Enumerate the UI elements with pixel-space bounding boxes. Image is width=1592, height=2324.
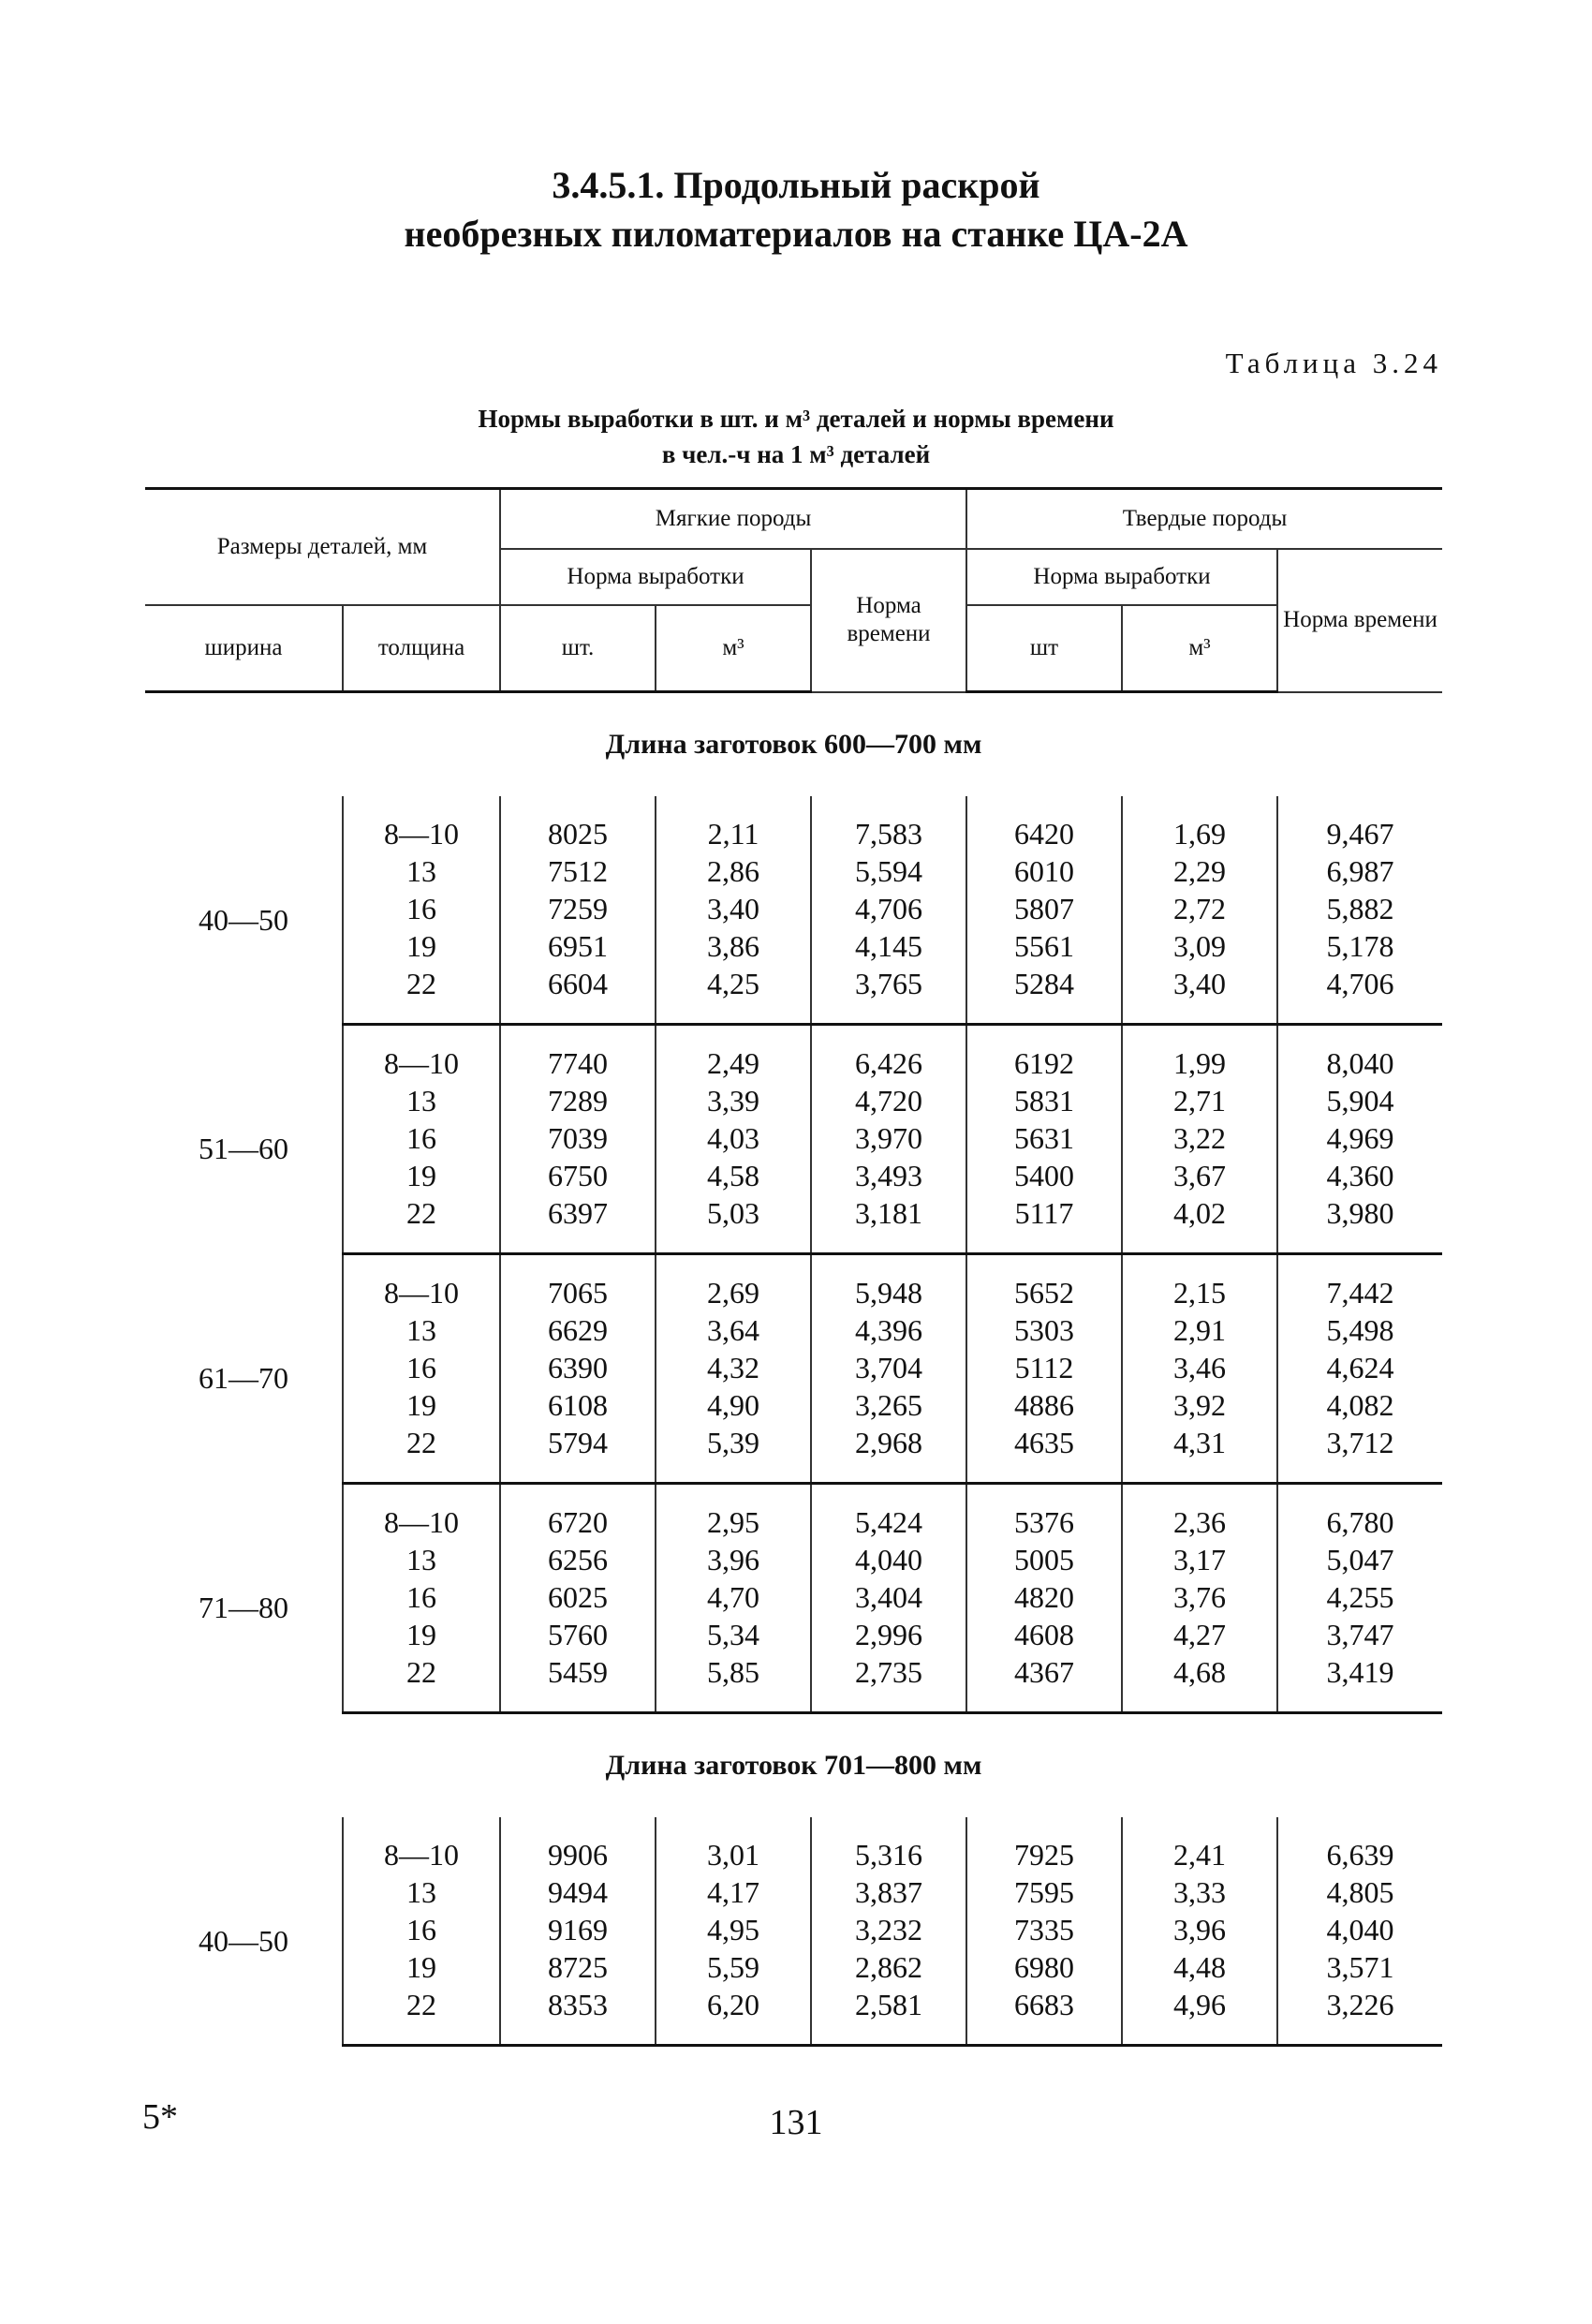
soft-time-cell: 3,181 — [811, 1194, 966, 1254]
soft-m3-cell: 5,34 — [656, 1616, 811, 1653]
thickness-cell: 19 — [343, 1386, 500, 1424]
soft-time-cell: 5,316 — [811, 1817, 966, 1873]
hard-m3-cell: 4,96 — [1122, 1986, 1277, 2046]
thickness-cell: 8—10 — [343, 796, 500, 852]
soft-m3-cell: 4,95 — [656, 1911, 811, 1948]
header-m3-soft: м³ — [656, 605, 811, 692]
soft-pcs-cell: 6629 — [500, 1311, 656, 1349]
signature-mark: 5* — [142, 2097, 178, 2137]
hard-pcs-cell: 5284 — [966, 965, 1122, 1025]
soft-m3-cell: 4,32 — [656, 1349, 811, 1386]
header-time-norm-hard: Норма времени — [1277, 549, 1442, 692]
header-time-norm-soft: Норма времени — [811, 549, 966, 692]
thickness-cell: 19 — [343, 927, 500, 965]
hard-pcs-cell: 6683 — [966, 1986, 1122, 2046]
section-title-row — [145, 1713, 1442, 1818]
soft-pcs-cell: 7289 — [500, 1082, 656, 1119]
hard-time-cell: 8,040 — [1277, 1025, 1442, 1083]
header-pcs-soft: шт. — [500, 605, 656, 692]
soft-m3-cell: 4,03 — [656, 1119, 811, 1157]
hard-time-cell: 6,987 — [1277, 852, 1442, 890]
section-title-row — [145, 692, 1442, 797]
hard-pcs-cell: 4635 — [966, 1424, 1122, 1484]
header-m3-hard: м³ — [1122, 605, 1277, 692]
soft-time-cell: 3,404 — [811, 1578, 966, 1616]
page-number: 131 — [769, 2103, 823, 2142]
soft-pcs-cell: 5794 — [500, 1424, 656, 1484]
hard-time-cell: 5,178 — [1277, 927, 1442, 965]
table-row — [145, 1484, 1442, 1542]
header-output-norm-soft: Норма выработки — [500, 549, 811, 605]
hard-m3-cell: 3,33 — [1122, 1873, 1277, 1911]
soft-m3-cell: 3,39 — [656, 1082, 811, 1119]
page-title — [0, 161, 1592, 259]
hard-pcs-cell: 5376 — [966, 1484, 1122, 1542]
thickness-cell: 8—10 — [343, 1817, 500, 1873]
thickness-cell: 8—10 — [343, 1025, 500, 1083]
soft-m3-cell: 4,90 — [656, 1386, 811, 1424]
width-cell: 51—60 — [199, 1132, 288, 1165]
soft-m3-cell: 2,11 — [656, 796, 811, 852]
soft-pcs-cell: 9169 — [500, 1911, 656, 1948]
soft-m3-cell: 4,17 — [656, 1873, 811, 1911]
hard-time-cell: 4,360 — [1277, 1157, 1442, 1194]
hard-pcs-cell: 6980 — [966, 1948, 1122, 1986]
soft-m3-cell: 2,95 — [656, 1484, 811, 1542]
soft-time-cell: 3,232 — [811, 1911, 966, 1948]
soft-pcs-cell: 8025 — [500, 796, 656, 852]
hard-pcs-cell: 5652 — [966, 1254, 1122, 1312]
hard-time-cell: 9,467 — [1277, 796, 1442, 852]
soft-m3-cell: 5,03 — [656, 1194, 811, 1254]
thickness-cell: 22 — [343, 965, 500, 1025]
hard-pcs-cell: 6192 — [966, 1025, 1122, 1083]
soft-m3-cell: 5,39 — [656, 1424, 811, 1484]
soft-pcs-cell: 8725 — [500, 1948, 656, 1986]
hard-pcs-cell: 5561 — [966, 927, 1122, 965]
soft-m3-cell: 6,20 — [656, 1986, 811, 2046]
soft-time-cell: 4,396 — [811, 1311, 966, 1349]
hard-m3-cell: 3,40 — [1122, 965, 1277, 1025]
soft-m3-cell: 4,58 — [656, 1157, 811, 1194]
hard-m3-cell: 3,17 — [1122, 1541, 1277, 1578]
header-width: ширина — [145, 605, 343, 692]
hard-m3-cell: 4,27 — [1122, 1616, 1277, 1653]
hard-pcs-cell: 6420 — [966, 796, 1122, 852]
hard-m3-cell: 2,29 — [1122, 852, 1277, 890]
soft-m3-cell: 5,59 — [656, 1948, 811, 1986]
thickness-cell: 19 — [343, 1157, 500, 1194]
hard-m3-cell: 2,72 — [1122, 890, 1277, 927]
soft-time-cell: 3,970 — [811, 1119, 966, 1157]
hard-pcs-cell: 7595 — [966, 1873, 1122, 1911]
soft-pcs-cell: 7039 — [500, 1119, 656, 1157]
title-line-1: 3.4.5.1. Продольный раскрой — [552, 164, 1040, 206]
hard-pcs-cell: 5005 — [966, 1541, 1122, 1578]
soft-time-cell: 4,706 — [811, 890, 966, 927]
hard-pcs-cell: 4367 — [966, 1653, 1122, 1713]
hard-time-cell: 4,040 — [1277, 1911, 1442, 1948]
hard-time-cell: 3,980 — [1277, 1194, 1442, 1254]
hard-m3-cell: 2,15 — [1122, 1254, 1277, 1312]
thickness-cell: 16 — [343, 1349, 500, 1386]
width-cell: 40—50 — [199, 1923, 288, 1958]
soft-m3-cell: 3,96 — [656, 1541, 811, 1578]
soft-pcs-cell: 6390 — [500, 1349, 656, 1386]
soft-m3-cell: 2,49 — [656, 1025, 811, 1083]
soft-m3-cell: 3,64 — [656, 1311, 811, 1349]
soft-time-cell: 3,765 — [811, 965, 966, 1025]
soft-pcs-cell: 6256 — [500, 1541, 656, 1578]
thickness-cell: 16 — [343, 1911, 500, 1948]
width-cell: 61—70 — [199, 1361, 288, 1395]
soft-time-cell: 2,581 — [811, 1986, 966, 2046]
hard-time-cell: 5,047 — [1277, 1541, 1442, 1578]
soft-pcs-cell: 6397 — [500, 1194, 656, 1254]
soft-time-cell: 2,968 — [811, 1424, 966, 1484]
soft-pcs-cell: 6720 — [500, 1484, 656, 1542]
hard-m3-cell: 4,31 — [1122, 1424, 1277, 1484]
norms-table — [145, 487, 1442, 2047]
thickness-cell: 22 — [343, 1424, 500, 1484]
soft-m3-cell: 3,01 — [656, 1817, 811, 1873]
section-title: Длина заготовок 600—700 мм — [605, 729, 982, 760]
hard-pcs-cell: 5303 — [966, 1311, 1122, 1349]
soft-m3-cell: 4,25 — [656, 965, 811, 1025]
hard-pcs-cell: 5631 — [966, 1119, 1122, 1157]
soft-pcs-cell: 8353 — [500, 1986, 656, 2046]
hard-m3-cell: 2,36 — [1122, 1484, 1277, 1542]
table-row — [145, 1025, 1442, 1083]
hard-time-cell: 7,442 — [1277, 1254, 1442, 1312]
header-thickness: толщина — [343, 605, 500, 692]
thickness-cell: 8—10 — [343, 1484, 500, 1542]
soft-m3-cell: 3,86 — [656, 927, 811, 965]
hard-time-cell: 4,805 — [1277, 1873, 1442, 1911]
soft-pcs-cell: 9906 — [500, 1817, 656, 1873]
thickness-cell: 13 — [343, 1873, 500, 1911]
table-row — [145, 1817, 1442, 1873]
width-cell: 40—50 — [199, 902, 288, 937]
header-sizes: Размеры деталей, мм — [145, 489, 500, 606]
thickness-cell: 19 — [343, 1948, 500, 1986]
thickness-cell: 13 — [343, 1541, 500, 1578]
thickness-cell: 16 — [343, 1119, 500, 1157]
soft-pcs-cell: 7512 — [500, 852, 656, 890]
width-cell: 71—80 — [199, 1591, 288, 1624]
soft-time-cell: 6,426 — [811, 1025, 966, 1083]
hard-time-cell: 3,571 — [1277, 1948, 1442, 1986]
soft-time-cell: 2,735 — [811, 1653, 966, 1713]
soft-m3-cell: 2,86 — [656, 852, 811, 890]
caption-line-1: Нормы выработки в шт. и м³ деталей и нормы времени — [478, 405, 1114, 433]
hard-m3-cell: 4,48 — [1122, 1948, 1277, 1986]
hard-pcs-cell: 7335 — [966, 1911, 1122, 1948]
soft-pcs-cell: 6750 — [500, 1157, 656, 1194]
soft-pcs-cell: 5459 — [500, 1653, 656, 1713]
thickness-cell: 16 — [343, 1578, 500, 1616]
hard-m3-cell: 4,68 — [1122, 1653, 1277, 1713]
soft-m3-cell: 5,85 — [656, 1653, 811, 1713]
soft-pcs-cell: 7065 — [500, 1254, 656, 1312]
soft-pcs-cell: 5760 — [500, 1616, 656, 1653]
soft-m3-cell: 2,69 — [656, 1254, 811, 1312]
soft-pcs-cell: 6604 — [500, 965, 656, 1025]
thickness-cell: 8—10 — [343, 1254, 500, 1312]
hard-time-cell: 4,706 — [1277, 965, 1442, 1025]
soft-time-cell: 3,265 — [811, 1386, 966, 1424]
soft-m3-cell: 4,70 — [656, 1578, 811, 1616]
hard-time-cell: 3,226 — [1277, 1986, 1442, 2046]
table-row — [145, 796, 1442, 852]
hard-time-cell: 3,419 — [1277, 1653, 1442, 1713]
hard-pcs-cell: 6010 — [966, 852, 1122, 890]
hard-pcs-cell: 5117 — [966, 1194, 1122, 1254]
hard-m3-cell: 3,09 — [1122, 927, 1277, 965]
hard-time-cell: 3,712 — [1277, 1424, 1442, 1484]
table-body — [145, 692, 1442, 2046]
thickness-cell: 22 — [343, 1653, 500, 1713]
thickness-cell: 13 — [343, 852, 500, 890]
soft-time-cell: 4,720 — [811, 1082, 966, 1119]
section-title: Длина заготовок 701—800 мм — [605, 1750, 982, 1781]
thickness-cell: 22 — [343, 1194, 500, 1254]
hard-time-cell: 4,082 — [1277, 1386, 1442, 1424]
soft-pcs-cell: 7259 — [500, 890, 656, 927]
soft-time-cell: 5,594 — [811, 852, 966, 890]
hard-m3-cell: 3,76 — [1122, 1578, 1277, 1616]
hard-m3-cell: 2,71 — [1122, 1082, 1277, 1119]
soft-time-cell: 3,837 — [811, 1873, 966, 1911]
table-row — [145, 1254, 1442, 1312]
header-hard: Твердые породы — [966, 489, 1442, 550]
soft-pcs-cell: 7740 — [500, 1025, 656, 1083]
hard-time-cell: 4,624 — [1277, 1349, 1442, 1386]
table-label: Таблица 3.24 — [1225, 347, 1442, 379]
title-line-2: необрезных пиломатериалов на станке ЦА-2А — [404, 213, 1188, 255]
hard-m3-cell: 3,46 — [1122, 1349, 1277, 1386]
hard-m3-cell: 1,69 — [1122, 796, 1277, 852]
thickness-cell: 22 — [343, 1986, 500, 2046]
soft-time-cell: 4,145 — [811, 927, 966, 965]
hard-pcs-cell: 4608 — [966, 1616, 1122, 1653]
hard-m3-cell: 3,67 — [1122, 1157, 1277, 1194]
hard-m3-cell: 3,22 — [1122, 1119, 1277, 1157]
hard-m3-cell: 4,02 — [1122, 1194, 1277, 1254]
soft-time-cell: 4,040 — [811, 1541, 966, 1578]
table-caption — [0, 401, 1592, 472]
soft-time-cell: 7,583 — [811, 796, 966, 852]
hard-time-cell: 5,882 — [1277, 890, 1442, 927]
soft-time-cell: 3,704 — [811, 1349, 966, 1386]
caption-line-2: в чел.-ч на 1 м³ деталей — [661, 440, 931, 468]
header-soft: Мягкие породы — [500, 489, 966, 550]
soft-pcs-cell: 6951 — [500, 927, 656, 965]
soft-time-cell: 5,948 — [811, 1254, 966, 1312]
soft-pcs-cell: 6025 — [500, 1578, 656, 1616]
hard-pcs-cell: 5807 — [966, 890, 1122, 927]
soft-pcs-cell: 9494 — [500, 1873, 656, 1911]
hard-pcs-cell: 5112 — [966, 1349, 1122, 1386]
hard-time-cell: 5,498 — [1277, 1311, 1442, 1349]
hard-time-cell: 6,639 — [1277, 1817, 1442, 1873]
soft-pcs-cell: 6108 — [500, 1386, 656, 1424]
hard-m3-cell: 3,96 — [1122, 1911, 1277, 1948]
thickness-cell: 13 — [343, 1311, 500, 1349]
hard-pcs-cell: 5831 — [966, 1082, 1122, 1119]
hard-time-cell: 6,780 — [1277, 1484, 1442, 1542]
thickness-cell: 13 — [343, 1082, 500, 1119]
thickness-cell: 19 — [343, 1616, 500, 1653]
hard-m3-cell: 3,92 — [1122, 1386, 1277, 1424]
soft-m3-cell: 3,40 — [656, 890, 811, 927]
hard-time-cell: 3,747 — [1277, 1616, 1442, 1653]
header-output-norm-hard: Норма выработки — [966, 549, 1277, 605]
thickness-cell: 16 — [343, 890, 500, 927]
hard-pcs-cell: 4820 — [966, 1578, 1122, 1616]
hard-pcs-cell: 4886 — [966, 1386, 1122, 1424]
hard-m3-cell: 2,91 — [1122, 1311, 1277, 1349]
hard-pcs-cell: 7925 — [966, 1817, 1122, 1873]
hard-time-cell: 5,904 — [1277, 1082, 1442, 1119]
header-pcs-hard: шт — [966, 605, 1122, 692]
soft-time-cell: 5,424 — [811, 1484, 966, 1542]
hard-m3-cell: 2,41 — [1122, 1817, 1277, 1873]
soft-time-cell: 3,493 — [811, 1157, 966, 1194]
hard-time-cell: 4,969 — [1277, 1119, 1442, 1157]
hard-time-cell: 4,255 — [1277, 1578, 1442, 1616]
hard-m3-cell: 1,99 — [1122, 1025, 1277, 1083]
soft-time-cell: 2,996 — [811, 1616, 966, 1653]
soft-time-cell: 2,862 — [811, 1948, 966, 1986]
hard-pcs-cell: 5400 — [966, 1157, 1122, 1194]
